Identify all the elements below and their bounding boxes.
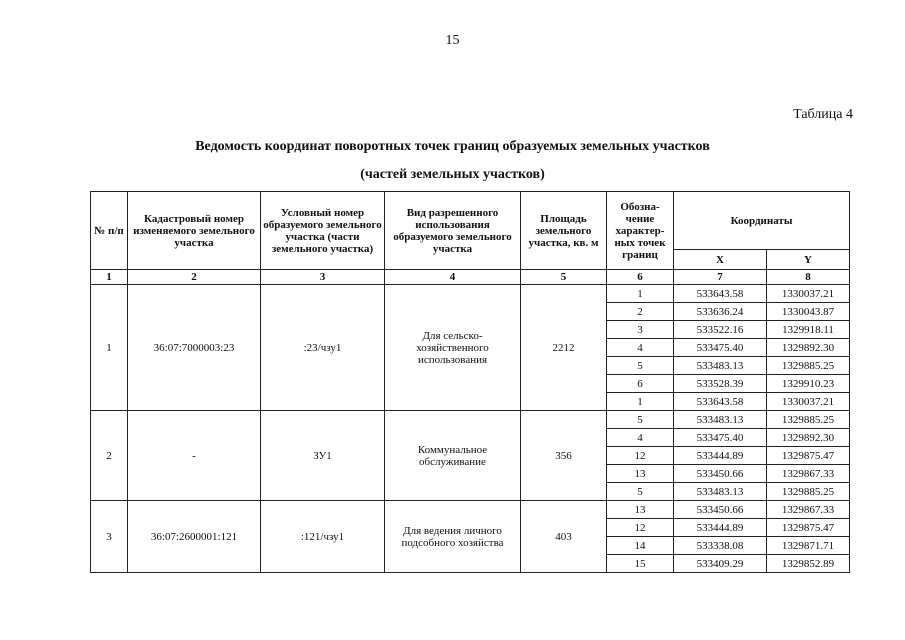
coord-x: 533522.16	[674, 321, 767, 339]
coord-y: 1330037.21	[767, 393, 850, 411]
row-number: 2	[91, 411, 128, 501]
point-id: 6	[607, 375, 674, 393]
table-subtitle: (частей земельных участков)	[360, 167, 545, 182]
header-y: Y	[767, 250, 850, 270]
coord-y: 1329875.47	[767, 447, 850, 465]
conditional-number: :23/чзу1	[261, 285, 385, 411]
coord-x: 533643.58	[674, 393, 767, 411]
permitted-use: Для сельско-хозяйственного использования	[385, 285, 521, 411]
column-number: 2	[128, 270, 261, 285]
column-number: 6	[607, 270, 674, 285]
permitted-use: Для ведения личного подсобного хозяйства	[385, 501, 521, 573]
header-permitted-use: Вид разрешенного использования образуемого земельного участка	[385, 192, 521, 270]
coord-x: 533444.89	[674, 447, 767, 465]
point-id: 4	[607, 339, 674, 357]
coord-y: 1330043.87	[767, 303, 850, 321]
point-id: 13	[607, 465, 674, 483]
coord-x: 533636.24	[674, 303, 767, 321]
header-points: Обозна-чение характер-ных точек границ	[607, 192, 674, 270]
column-number: 8	[767, 270, 850, 285]
coord-y: 1329885.25	[767, 411, 850, 429]
coord-y: 1329892.30	[767, 339, 850, 357]
table-title: Ведомость координат поворотных точек границ образуемых земельных участков	[195, 139, 710, 154]
point-id: 14	[607, 537, 674, 555]
cadastral-number: 36:07:2600001:121	[128, 501, 261, 573]
area-value: 356	[521, 411, 607, 501]
coord-x: 533450.66	[674, 501, 767, 519]
header-coordinates: Координаты	[674, 192, 850, 250]
area-value: 2212	[521, 285, 607, 411]
coord-x: 533444.89	[674, 519, 767, 537]
coord-x: 533643.58	[674, 285, 767, 303]
table-row	[91, 285, 850, 303]
coord-x: 533409.29	[674, 555, 767, 573]
coord-x: 533450.66	[674, 465, 767, 483]
point-id: 15	[607, 555, 674, 573]
conditional-number: ЗУ1	[261, 411, 385, 501]
coord-y: 1329875.47	[767, 519, 850, 537]
column-number: 1	[91, 270, 128, 285]
permitted-use: Коммунальное обслуживание	[385, 411, 521, 501]
coord-x: 533528.39	[674, 375, 767, 393]
point-id: 5	[607, 411, 674, 429]
coord-y: 1329867.33	[767, 501, 850, 519]
point-id: 13	[607, 501, 674, 519]
header-conditional-number: Условный номер образуемого земельного участка (части земельного участка)	[261, 192, 385, 270]
table-label: Таблица 4	[793, 107, 853, 122]
point-id: 5	[607, 357, 674, 375]
point-id: 2	[607, 303, 674, 321]
cadastral-number: -	[128, 411, 261, 501]
coord-x: 533483.13	[674, 357, 767, 375]
point-id: 12	[607, 447, 674, 465]
point-id: 5	[607, 483, 674, 501]
table-row	[91, 411, 850, 429]
area-value: 403	[521, 501, 607, 573]
column-number: 5	[521, 270, 607, 285]
row-number: 1	[91, 285, 128, 411]
coord-y: 1330037.21	[767, 285, 850, 303]
coord-y: 1329885.25	[767, 483, 850, 501]
column-number: 4	[385, 270, 521, 285]
coord-y: 1329867.33	[767, 465, 850, 483]
page-number: 15	[445, 33, 460, 48]
header-x: X	[674, 250, 767, 270]
column-number-row	[91, 270, 850, 285]
coord-x: 533475.40	[674, 429, 767, 447]
conditional-number: :121/чзу1	[261, 501, 385, 573]
coord-x: 533338.08	[674, 537, 767, 555]
header-cadastral: Кадастровый номер изменяемого земельного участка	[128, 192, 261, 270]
coord-y: 1329918.11	[767, 321, 850, 339]
point-id: 1	[607, 285, 674, 303]
column-number: 7	[674, 270, 767, 285]
coord-y: 1329910.23	[767, 375, 850, 393]
coord-y: 1329852.89	[767, 555, 850, 573]
cadastral-number: 36:07:7000003:23	[128, 285, 261, 411]
row-number: 3	[91, 501, 128, 573]
coord-x: 533483.13	[674, 483, 767, 501]
point-id: 12	[607, 519, 674, 537]
point-id: 4	[607, 429, 674, 447]
point-id: 3	[607, 321, 674, 339]
coord-x: 533483.13	[674, 411, 767, 429]
column-number: 3	[261, 270, 385, 285]
point-id: 1	[607, 393, 674, 411]
header-area: Площадь земельного участка, кв. м	[521, 192, 607, 270]
coord-y: 1329871.71	[767, 537, 850, 555]
coord-y: 1329892.30	[767, 429, 850, 447]
table-row	[91, 501, 850, 519]
header-num: № п/п	[91, 192, 128, 270]
coord-y: 1329885.25	[767, 357, 850, 375]
coordinates-table	[90, 191, 850, 573]
coord-x: 533475.40	[674, 339, 767, 357]
